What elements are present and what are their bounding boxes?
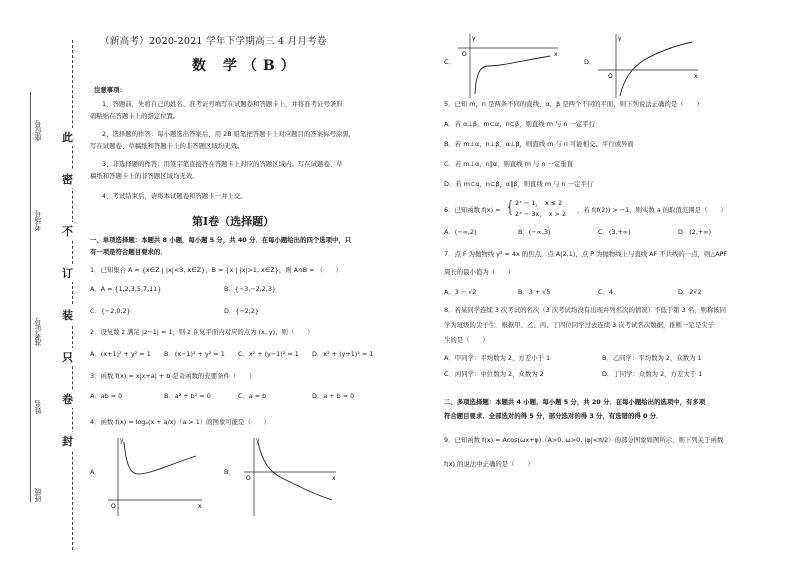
- graph-y-label: y: [256, 437, 260, 444]
- question-8-option-d[interactable]: D．丁同学：众数为 2，方差大于 1: [602, 370, 703, 378]
- question-5-option-b[interactable]: B．若 m⊥α，n⊥β，α⊥β，则直线 m 与 n 可能相交、平行或异面: [444, 140, 634, 148]
- question-9-stem: 9．已知函数 f(x) = Acos(ωx+φ)（A>0, ω>0, |φ|<π/2）的部分图象如图所示，则下列关于函数: [444, 436, 724, 444]
- question-6-piece-2: 2ˣ − 3x， x > 2: [515, 210, 567, 218]
- right-column: [442, 0, 782, 562]
- binding-dashed-line: [72, 40, 73, 550]
- question-5-option-c[interactable]: C．若 m⊥α，n∥α，则直线 m 与 n 一定垂直: [444, 160, 574, 168]
- graph-option-c: [454, 32, 562, 100]
- part1-heading: 第Ⅰ卷（选择题）: [192, 215, 275, 228]
- note-line: 写在试题卷、草稿纸和答题卡上的非答题区域均无效。: [90, 142, 244, 150]
- room-number-label: 考场号: [34, 210, 42, 231]
- part2-instruction: 二、多项选择题：本题共 4 小题，每小题 5 分，共 20 分．在每小题给出的选项中，有多项: [444, 398, 706, 406]
- seal-char: 此: [62, 128, 73, 146]
- part1-instruction: 一、单项选择题：本题共 8 小题，每小题 5 分，共 40 分．在每小题给出的四个选项中，只: [90, 236, 352, 244]
- question-2-option-b[interactable]: B．(x−1)² + y² = 1: [164, 350, 225, 358]
- question-4-option-a[interactable]: A．: [90, 468, 101, 476]
- question-8-option-b[interactable]: B．乙同学：平均数为 2，众数为 1: [602, 354, 702, 362]
- stub-line: [30, 92, 31, 502]
- graph-x-label: x: [198, 503, 202, 510]
- question-1-option-a[interactable]: A．A = {1,2,3,5,7,11}: [90, 285, 162, 293]
- note-line: 3、非选择题的作答：用签字笔直接答在答题卡上对应的答题区域内。写在试题卷、草: [102, 160, 343, 168]
- seal-char: 不: [62, 222, 73, 240]
- graph-x-label: x: [332, 475, 336, 482]
- graph-origin-label: O: [608, 73, 613, 80]
- question-8-stem-3: 生的是（ ）: [444, 336, 489, 344]
- note-line: 2、选择题的作答：每小题选出答案后，用 2B 铅笔把答题卡上对应题目的答案标号涂黑，: [102, 130, 356, 138]
- question-5-option-d[interactable]: D．若 m⊂α，n⊂β，α∥β，则直线 m 与 n 一定平行: [444, 180, 594, 188]
- question-6-option-d[interactable]: D．(2,+∞): [678, 228, 712, 236]
- question-7-stem-2: 周长的最小值为（ ）: [444, 268, 515, 276]
- seal-char: 封: [62, 432, 73, 450]
- seat-number-label: 座位号: [34, 120, 42, 141]
- question-4-option-b[interactable]: B．: [224, 468, 235, 476]
- question-6-option-c[interactable]: C．(3,+∞): [598, 228, 631, 236]
- notes-heading: 注意事项：: [94, 86, 126, 94]
- graph-origin-label: O: [246, 475, 251, 482]
- question-4-stem: 4．函数 f(x) = logₐ(x + a/x)（a > 1）的图象可能是（ ）: [90, 418, 271, 426]
- question-3-option-b[interactable]: B．a² + b² = 0: [164, 392, 211, 400]
- question-3-option-d[interactable]: D．a + b = 0: [312, 392, 355, 400]
- question-4-option-d[interactable]: D．: [584, 58, 596, 66]
- ticket-number-label: 准考证号: [34, 318, 42, 346]
- question-7-option-a[interactable]: A．3 − √2: [444, 288, 477, 296]
- name-label: 姓名: [34, 400, 42, 414]
- seal-char: 订: [62, 264, 73, 282]
- note-line: 码粘贴在答题卡上的指定位置。: [90, 112, 180, 120]
- question-8-stem: 8．若某同学连续 3 次考试的名次（3 次考试均没有出现并列名次的情况）不低于第 3 名，则称该同: [444, 306, 727, 314]
- question-7-option-b[interactable]: B．3 + √5: [518, 288, 551, 296]
- exam-subject: 数 学（B）: [192, 58, 301, 74]
- question-2-option-d[interactable]: D．x² + (y+1)² = 1: [312, 350, 374, 358]
- question-6-stem-tail: ，若 f(f(2)) > −1，则实数 a 的取值范围是（ ）: [577, 206, 727, 214]
- question-1-stem: 1．已知集合 A = {x∈Z | |x|<3, x∈Z}，B = {x | |x|>1, x∈Z}，则 A∩B = （ ）: [90, 266, 343, 274]
- question-6-piece-1: 2ˣ − 1， x ≤ 2: [515, 199, 563, 207]
- question-1-option-d[interactable]: D．{−2,2}: [224, 307, 259, 315]
- graph-origin-label: O: [462, 51, 467, 58]
- question-6-stem: 6．已知函数 f(x) =: [444, 206, 501, 214]
- question-8-option-c[interactable]: C．丙同学：中位数为 2，众数为 2: [444, 370, 544, 378]
- question-8-stem-2: 学为班级的尖子生．根据甲、乙、丙、丁四位同学过去连续 3 次考试名次数据，推断一定是尖子: [444, 321, 715, 329]
- part2-instruction: 符合题目要求．全部选对的得 5 分，部分选对的得 3 分，有选错的得 0 分．: [444, 412, 663, 420]
- question-5-stem: 5．已知 m，n 是两条不同的直线，α，β 是两个不同的平面，则下列说法正确的是（ ）: [444, 100, 703, 108]
- seal-char: 只: [62, 348, 73, 366]
- graph-y-label: y: [618, 35, 622, 42]
- question-3-option-c[interactable]: C．a = b: [238, 392, 267, 400]
- question-3-option-a[interactable]: A．ab = 0: [90, 392, 123, 400]
- note-line: 稿纸和答题卡上的非答题区域均无效。: [90, 172, 199, 180]
- question-7-stem: 7．点 F 为抛物线 y² = 4x 的焦点，点 A(2,1)，点 P 为抛物线上与直线 AF 不共线的一点，则△APF: [444, 250, 728, 258]
- class-label: 班级: [34, 488, 42, 502]
- question-3-stem: 3．函数 f(x) = x|x+a| + b 是奇函数的充要条件（ ）: [90, 372, 256, 380]
- graph-y-label: y: [472, 35, 476, 42]
- note-line: 1、答题前，先将自己的姓名、准考证号填写在试题卷和答题卡上，并将准考证号条形: [102, 100, 343, 108]
- seal-char: 装: [62, 306, 73, 324]
- graph-option-a: [106, 434, 206, 518]
- question-5-option-a[interactable]: A．若 α⊥β，m⊂α，n⊂β，则直线 m 与 n 一定平行: [444, 120, 596, 128]
- left-column: [88, 0, 418, 562]
- seal-char: 密: [62, 170, 73, 188]
- question-7-option-c[interactable]: C．4: [598, 288, 613, 296]
- question-8-option-a[interactable]: A．甲同学：平均数为 2，方差小于 1: [444, 354, 551, 362]
- question-6-option-a[interactable]: A．(−∞,2): [444, 228, 477, 236]
- binding-margin: [0, 0, 86, 562]
- exam-title: （新高考）2020-2021 学年下学期高三 4 月月考卷: [100, 36, 327, 47]
- graph-y-label: y: [120, 437, 124, 444]
- question-2-option-a[interactable]: A．(x+1)² + y² = 1: [90, 350, 151, 358]
- graph-origin-label: O: [111, 503, 116, 510]
- question-1-option-c[interactable]: C．{−2,0,2}: [90, 307, 131, 315]
- note-line: 4、考试结束后，请将本试题卷和答题卡一并上交。: [102, 192, 247, 200]
- question-4-option-c[interactable]: C．: [444, 58, 455, 66]
- part1-instruction: 有一项是符合题目要求的．: [90, 248, 167, 256]
- question-6-option-b[interactable]: B．(−∞,3): [518, 228, 551, 236]
- graph-x-label: x: [554, 51, 558, 58]
- graph-option-b: [240, 434, 340, 518]
- question-7-option-d[interactable]: D．2√2: [678, 288, 702, 296]
- graph-option-d: [594, 32, 702, 100]
- brace: {: [505, 197, 516, 216]
- question-2-option-c[interactable]: C．x² + (y−1)² = 1: [238, 350, 299, 358]
- question-1-option-b[interactable]: B．{−3,−2,2,3}: [224, 285, 276, 293]
- question-9-stem-2: f(x) 的说法中正确的是（ ）: [444, 460, 534, 468]
- seal-char: 卷: [62, 390, 73, 408]
- graph-x-label: x: [694, 73, 698, 80]
- question-2-stem: 2．设复数 z 满足 |z−1| = 1，则 z 在复平面内对应的点为 (x, y)，则（ ）: [90, 328, 314, 336]
